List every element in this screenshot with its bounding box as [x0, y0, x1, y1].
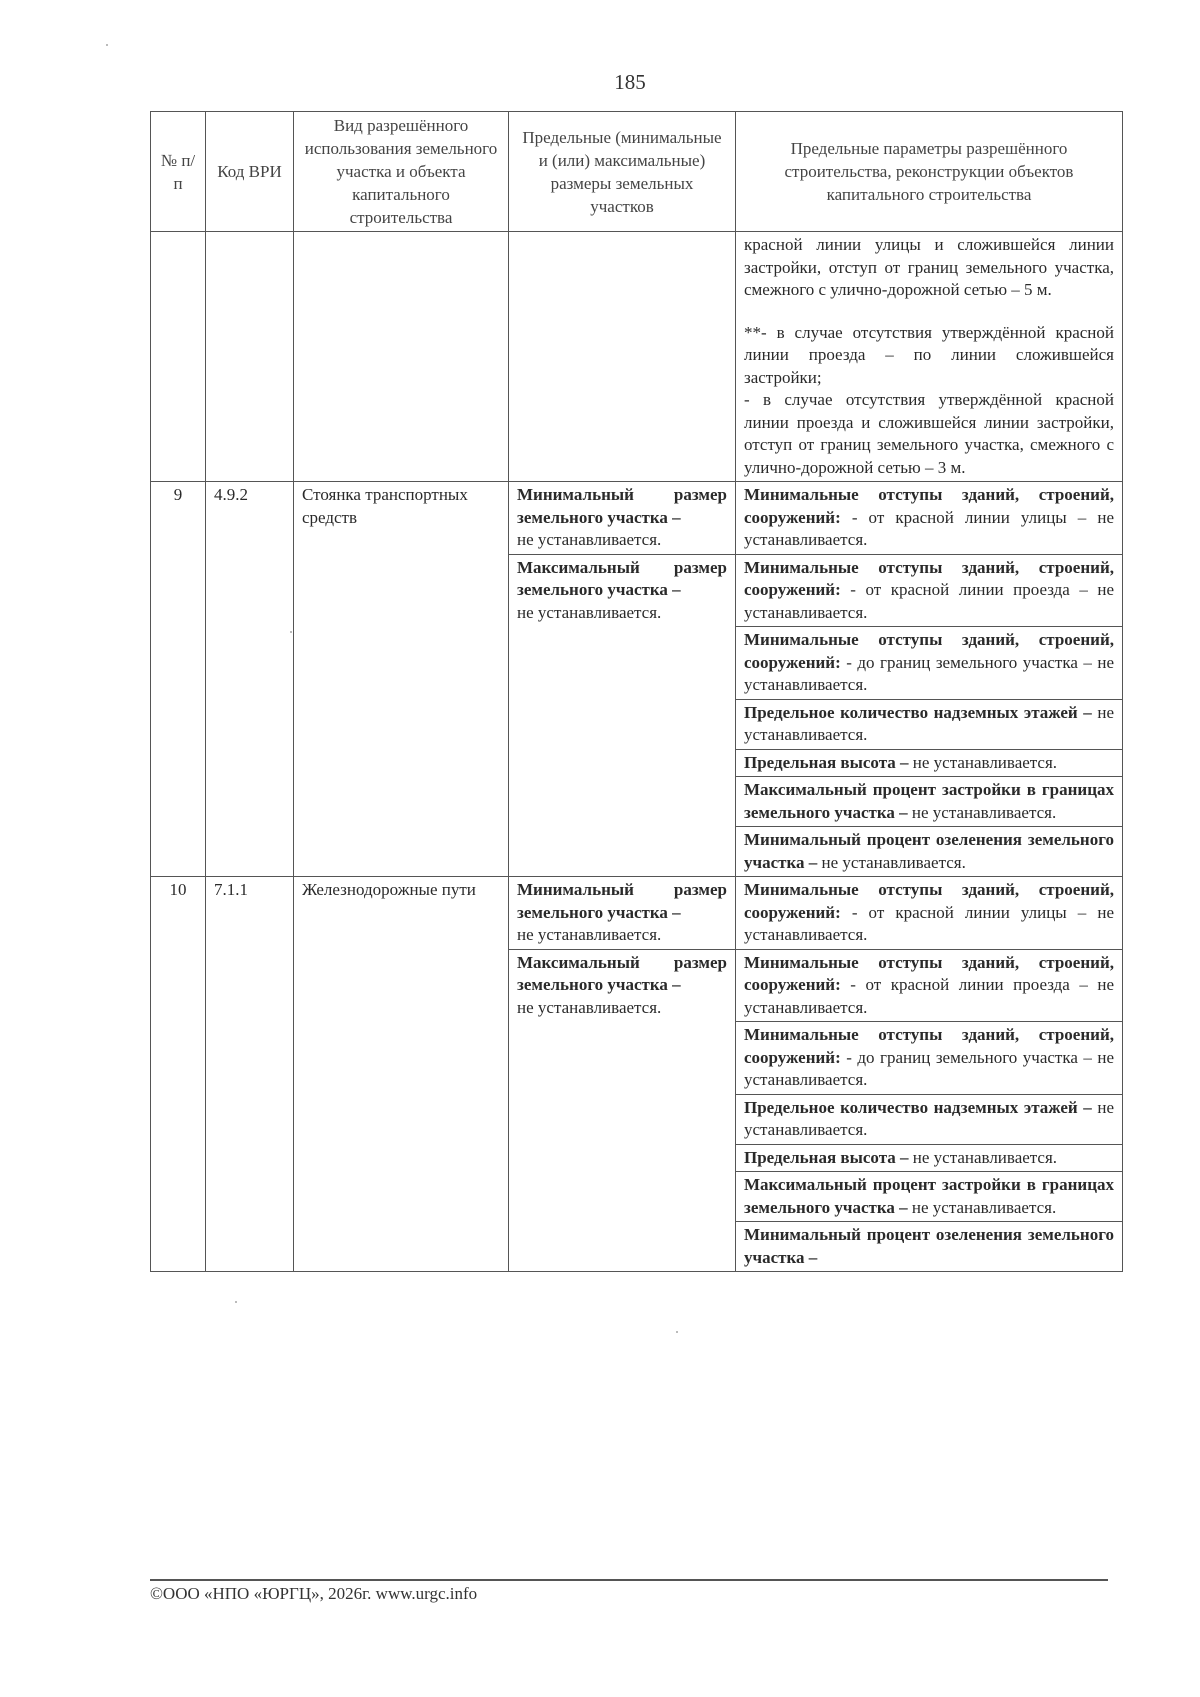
table-row	[151, 877, 1123, 950]
header-use: Вид разрешённого использования земельного участка и объекта капитального строительства	[294, 112, 509, 232]
param-label: Минимальные отступы зданий, строений, сооружений:	[744, 557, 1114, 599]
param-cell	[736, 1172, 1123, 1222]
param-value: - до границ земельного участка – не устанавливается.	[744, 1047, 1114, 1089]
row-num: 9	[151, 482, 206, 877]
param-cell	[736, 1222, 1123, 1272]
min-size-cell	[509, 482, 736, 555]
param-label: Максимальный процент застройки в границах земельного участка –	[744, 1175, 1114, 1217]
min-size-label: Минимальный размер земельного участка –	[517, 880, 727, 922]
min-size-value: не устанавливается.	[517, 530, 662, 549]
param-label: Минимальные отступы зданий, строений, сооружений:	[744, 1025, 1114, 1067]
param-cell	[736, 699, 1123, 749]
header-params: Предельные параметры разрешённого строительства, реконструкции объектов капитального строительства	[736, 112, 1123, 232]
max-size-label: Максимальный размер земельного участка –	[517, 952, 727, 994]
param-cell	[736, 1022, 1123, 1095]
continuation-para-3: - в случае отсутствия утверждённой красной линии проезда и сложившейся линии застройки, отступ от границ земельного участка, смежного с улично-дорожной сетью – 3 м.	[744, 390, 1114, 477]
param-label: Предельная высота –	[744, 752, 909, 772]
max-size-cell	[509, 949, 736, 1272]
param-cell	[736, 627, 1123, 700]
param-label: Предельное количество надземных этажей –	[744, 1097, 1092, 1117]
param-value: не устанавливается.	[744, 1097, 1114, 1139]
continuation-row	[151, 232, 1123, 482]
row-num: 10	[151, 877, 206, 1272]
header-num: № п/п	[151, 112, 206, 232]
param-value: не устанавливается.	[912, 1147, 1058, 1167]
min-size-label: Минимальный размер земельного участка –	[517, 485, 727, 527]
param-value: не устанавливается.	[911, 802, 1057, 822]
param-value: не устанавливается.	[744, 702, 1114, 744]
param-label: Минимальные отступы зданий, строений, сооружений:	[744, 952, 1114, 994]
param-value: - до границ земельного участка – не устанавливается.	[744, 652, 1114, 694]
param-cell	[736, 1144, 1123, 1172]
param-cell	[736, 1094, 1123, 1144]
param-label: Минимальные отступы зданий, строений, сооружений:	[744, 485, 1114, 527]
param-label: Максимальный процент застройки в границах земельного участка –	[744, 780, 1114, 822]
max-size-label: Максимальный размер земельного участка –	[517, 557, 727, 599]
param-cell	[736, 554, 1123, 627]
param-cell	[736, 949, 1123, 1022]
row-use: Стоянка транспортных средств	[294, 482, 509, 877]
continuation-para-2: **- в случае отсутствия утверждённой красной линии проезда – по линии сложившейся застройки;	[744, 322, 1114, 387]
max-size-value: не устанавливается.	[517, 602, 662, 622]
table-header-row	[151, 112, 1123, 232]
regulations-table	[150, 111, 1123, 1272]
param-value: не устанавливается.	[911, 1197, 1057, 1217]
max-size-value: не устанавливается.	[517, 997, 662, 1017]
footer-copyright: ©ООО «НПО «ЮРГЦ», 2026г. www.urgc.info	[150, 1584, 478, 1603]
max-size-cell	[509, 554, 736, 877]
param-label: Минимальный процент озеленения земельного участка –	[744, 1225, 1114, 1267]
param-cell	[736, 482, 1123, 555]
param-value: не устанавливается.	[912, 752, 1058, 772]
row-code: 4.9.2	[206, 482, 294, 877]
param-label: Предельная высота –	[744, 1147, 909, 1167]
param-value: не устанавливается.	[821, 852, 966, 872]
footer-divider	[150, 1579, 1108, 1581]
param-label: Минимальный процент озеленения земельного участка –	[744, 830, 1114, 872]
row-use: Железнодорожные пути	[294, 877, 509, 1272]
param-value: - от красной линии улицы – не устанавливается.	[744, 507, 1114, 549]
param-value: - от красной линии проезда – не устанавливается.	[744, 975, 1115, 1017]
param-value: - от красной линии улицы – не устанавливается.	[744, 902, 1114, 944]
param-label: Предельное количество надземных этажей –	[744, 702, 1092, 722]
page-number: 185	[614, 70, 646, 94]
header-sizes: Предельные (минимальные и (или) максимальные) размеры земельных участков	[509, 112, 736, 232]
continuation-params	[736, 232, 1123, 482]
param-value: - от красной линии проезда – не устанавливается.	[744, 580, 1115, 622]
param-cell	[736, 827, 1123, 877]
param-cell	[736, 749, 1123, 777]
row-code: 7.1.1	[206, 877, 294, 1272]
param-cell	[736, 877, 1123, 950]
min-size-cell	[509, 877, 736, 950]
param-label: Минимальные отступы зданий, строений, сооружений:	[744, 630, 1114, 672]
table-row	[151, 482, 1123, 555]
continuation-para-1: красной линии улицы и сложившейся линии застройки, отступ от границ земельного участка, смежного с улично-дорожной сетью – 5 м.	[744, 235, 1114, 299]
min-size-value: не устанавливается.	[517, 925, 662, 944]
param-cell	[736, 777, 1123, 827]
param-label: Минимальные отступы зданий, строений, сооружений:	[744, 880, 1114, 922]
header-code: Код ВРИ	[206, 112, 294, 232]
